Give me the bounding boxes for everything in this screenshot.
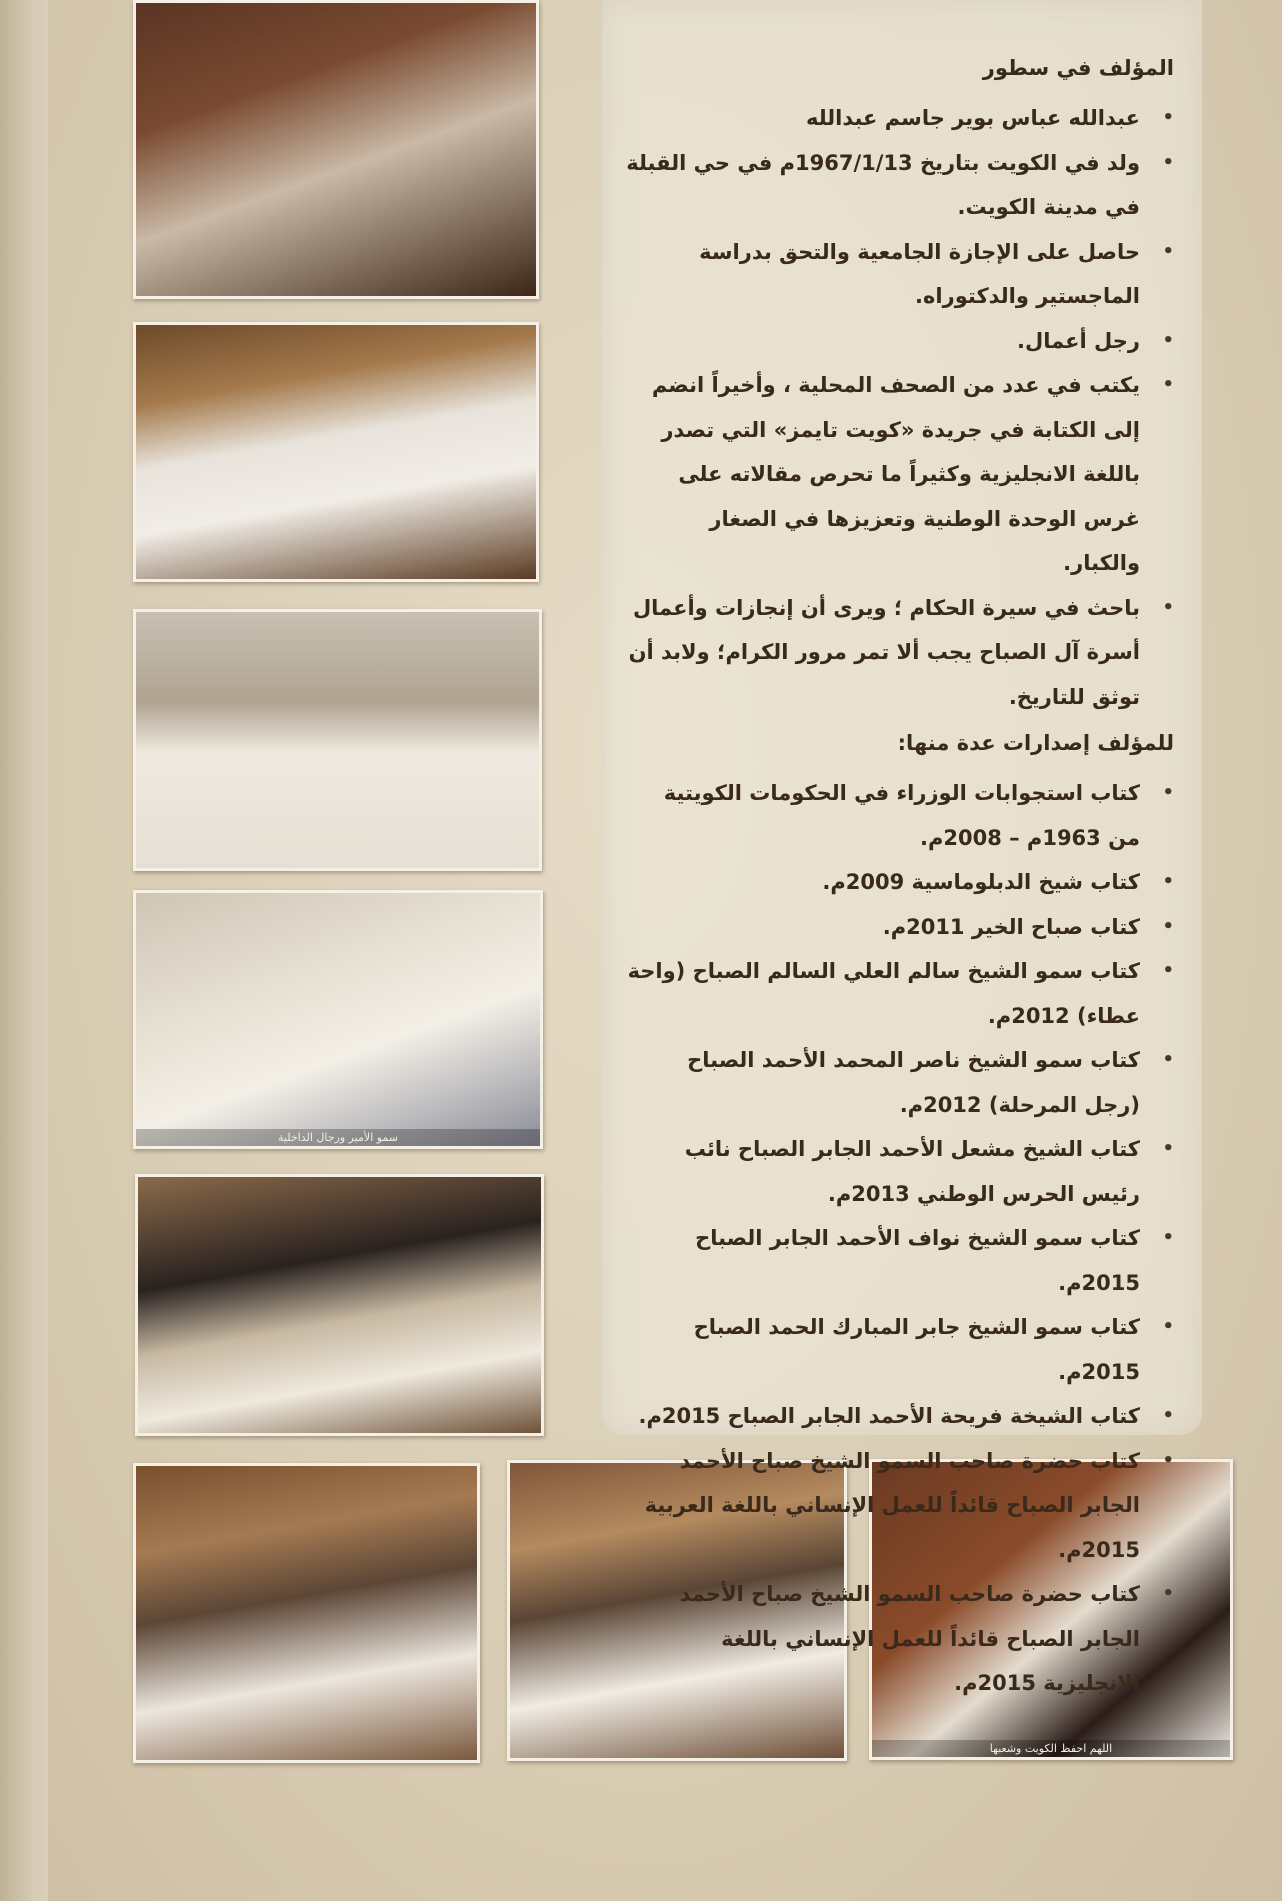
photo-women-and-girls <box>133 0 539 299</box>
list-item: • كتاب حضرة صاحب السمو الشيخ صباح الأحمد الجابر الصباح قائداً للعمل الإنساني باللغة الانجليزية 2015م. <box>626 1572 1140 1706</box>
book-spine-edge <box>0 0 48 1901</box>
photo-signing-table <box>133 609 542 871</box>
photo-caption: اللهم احفظ الكويت وشعبها <box>872 1740 1230 1757</box>
list-item: • كتاب استجوابات الوزراء في الحكومات الكويتية من 1963م – 2008م. <box>626 771 1140 860</box>
list-item: • كتاب الشيخة فريحة الأحمد الجابر الصباح 2015م. <box>626 1394 1140 1439</box>
list-item: • رجل أعمال. <box>626 319 1140 364</box>
list-item: • كتاب حضرة صاحب السمو الشيخ صباح الأحمد الجابر الصباح قائداً للعمل الإنساني باللغة العربية 2015م. <box>626 1439 1140 1573</box>
list-item: • عبدالله عباس بوير جاسم عبدالله <box>626 96 1140 141</box>
list-item: • كتاب صباح الخير 2011م. <box>626 905 1140 950</box>
list-item: • باحث في سيرة الحكام ؛ ويرى أن إنجازات وأعمال أسرة آل الصباح يجب ألا تمر مرور الكرام؛ ولابد أن توثق للتاريخ. <box>626 586 1140 720</box>
photo-audience-hall <box>133 1463 480 1763</box>
about-title: المؤلف في سطور <box>982 56 1174 80</box>
author-bio <box>626 46 1174 1706</box>
list-item: • كتاب الشيخ مشعل الأحمد الجابر الصباح نائب رئيس الحرس الوطني 2013م. <box>626 1127 1140 1216</box>
list-item: • يكتب في عدد من الصحف المحلية ، وأخيراً انضم إلى الكتابة في جريدة «كويت تايمز» التي تصدر باللغة الانجليزية وكثيراً ما تحرص مقالاته على غرس الوحدة الوطنية وتعزيزها في الصغار والكبار. <box>626 363 1140 586</box>
photo-gift-presentation <box>133 322 539 582</box>
publications-list <box>626 771 1174 1706</box>
list-item: • كتاب سمو الشيخ جابر المبارك الحمد الصباح 2015م. <box>626 1305 1140 1394</box>
list-item: • كتاب سمو الشيخ ناصر المحمد الأحمد الصباح (رجل المرحلة) 2012م. <box>626 1038 1140 1127</box>
list-item: • كتاب سمو الشيخ نواف الأحمد الجابر الصباح 2015م. <box>626 1216 1140 1305</box>
photo-caption: سمو الأمير ورجال الداخلية <box>136 1129 540 1146</box>
about-list <box>626 96 1174 719</box>
photo-book-presentation <box>135 1174 544 1436</box>
list-item: • ولد في الكويت بتاريخ 1967/1/13م في حي القبلة في مدينة الكويت. <box>626 141 1140 230</box>
photo-speaker-microphone <box>133 890 543 1149</box>
list-item: • كتاب شيخ الدبلوماسية 2009م. <box>626 860 1140 905</box>
list-item: • حاصل على الإجازة الجامعية والتحق بدراسة الماجستير والدكتوراه. <box>626 230 1140 319</box>
publications-title: للمؤلف إصدارات عدة منها: <box>897 731 1174 755</box>
list-item: • كتاب سمو الشيخ سالم العلي السالم الصباح (واحة عطاء) 2012م. <box>626 949 1140 1038</box>
